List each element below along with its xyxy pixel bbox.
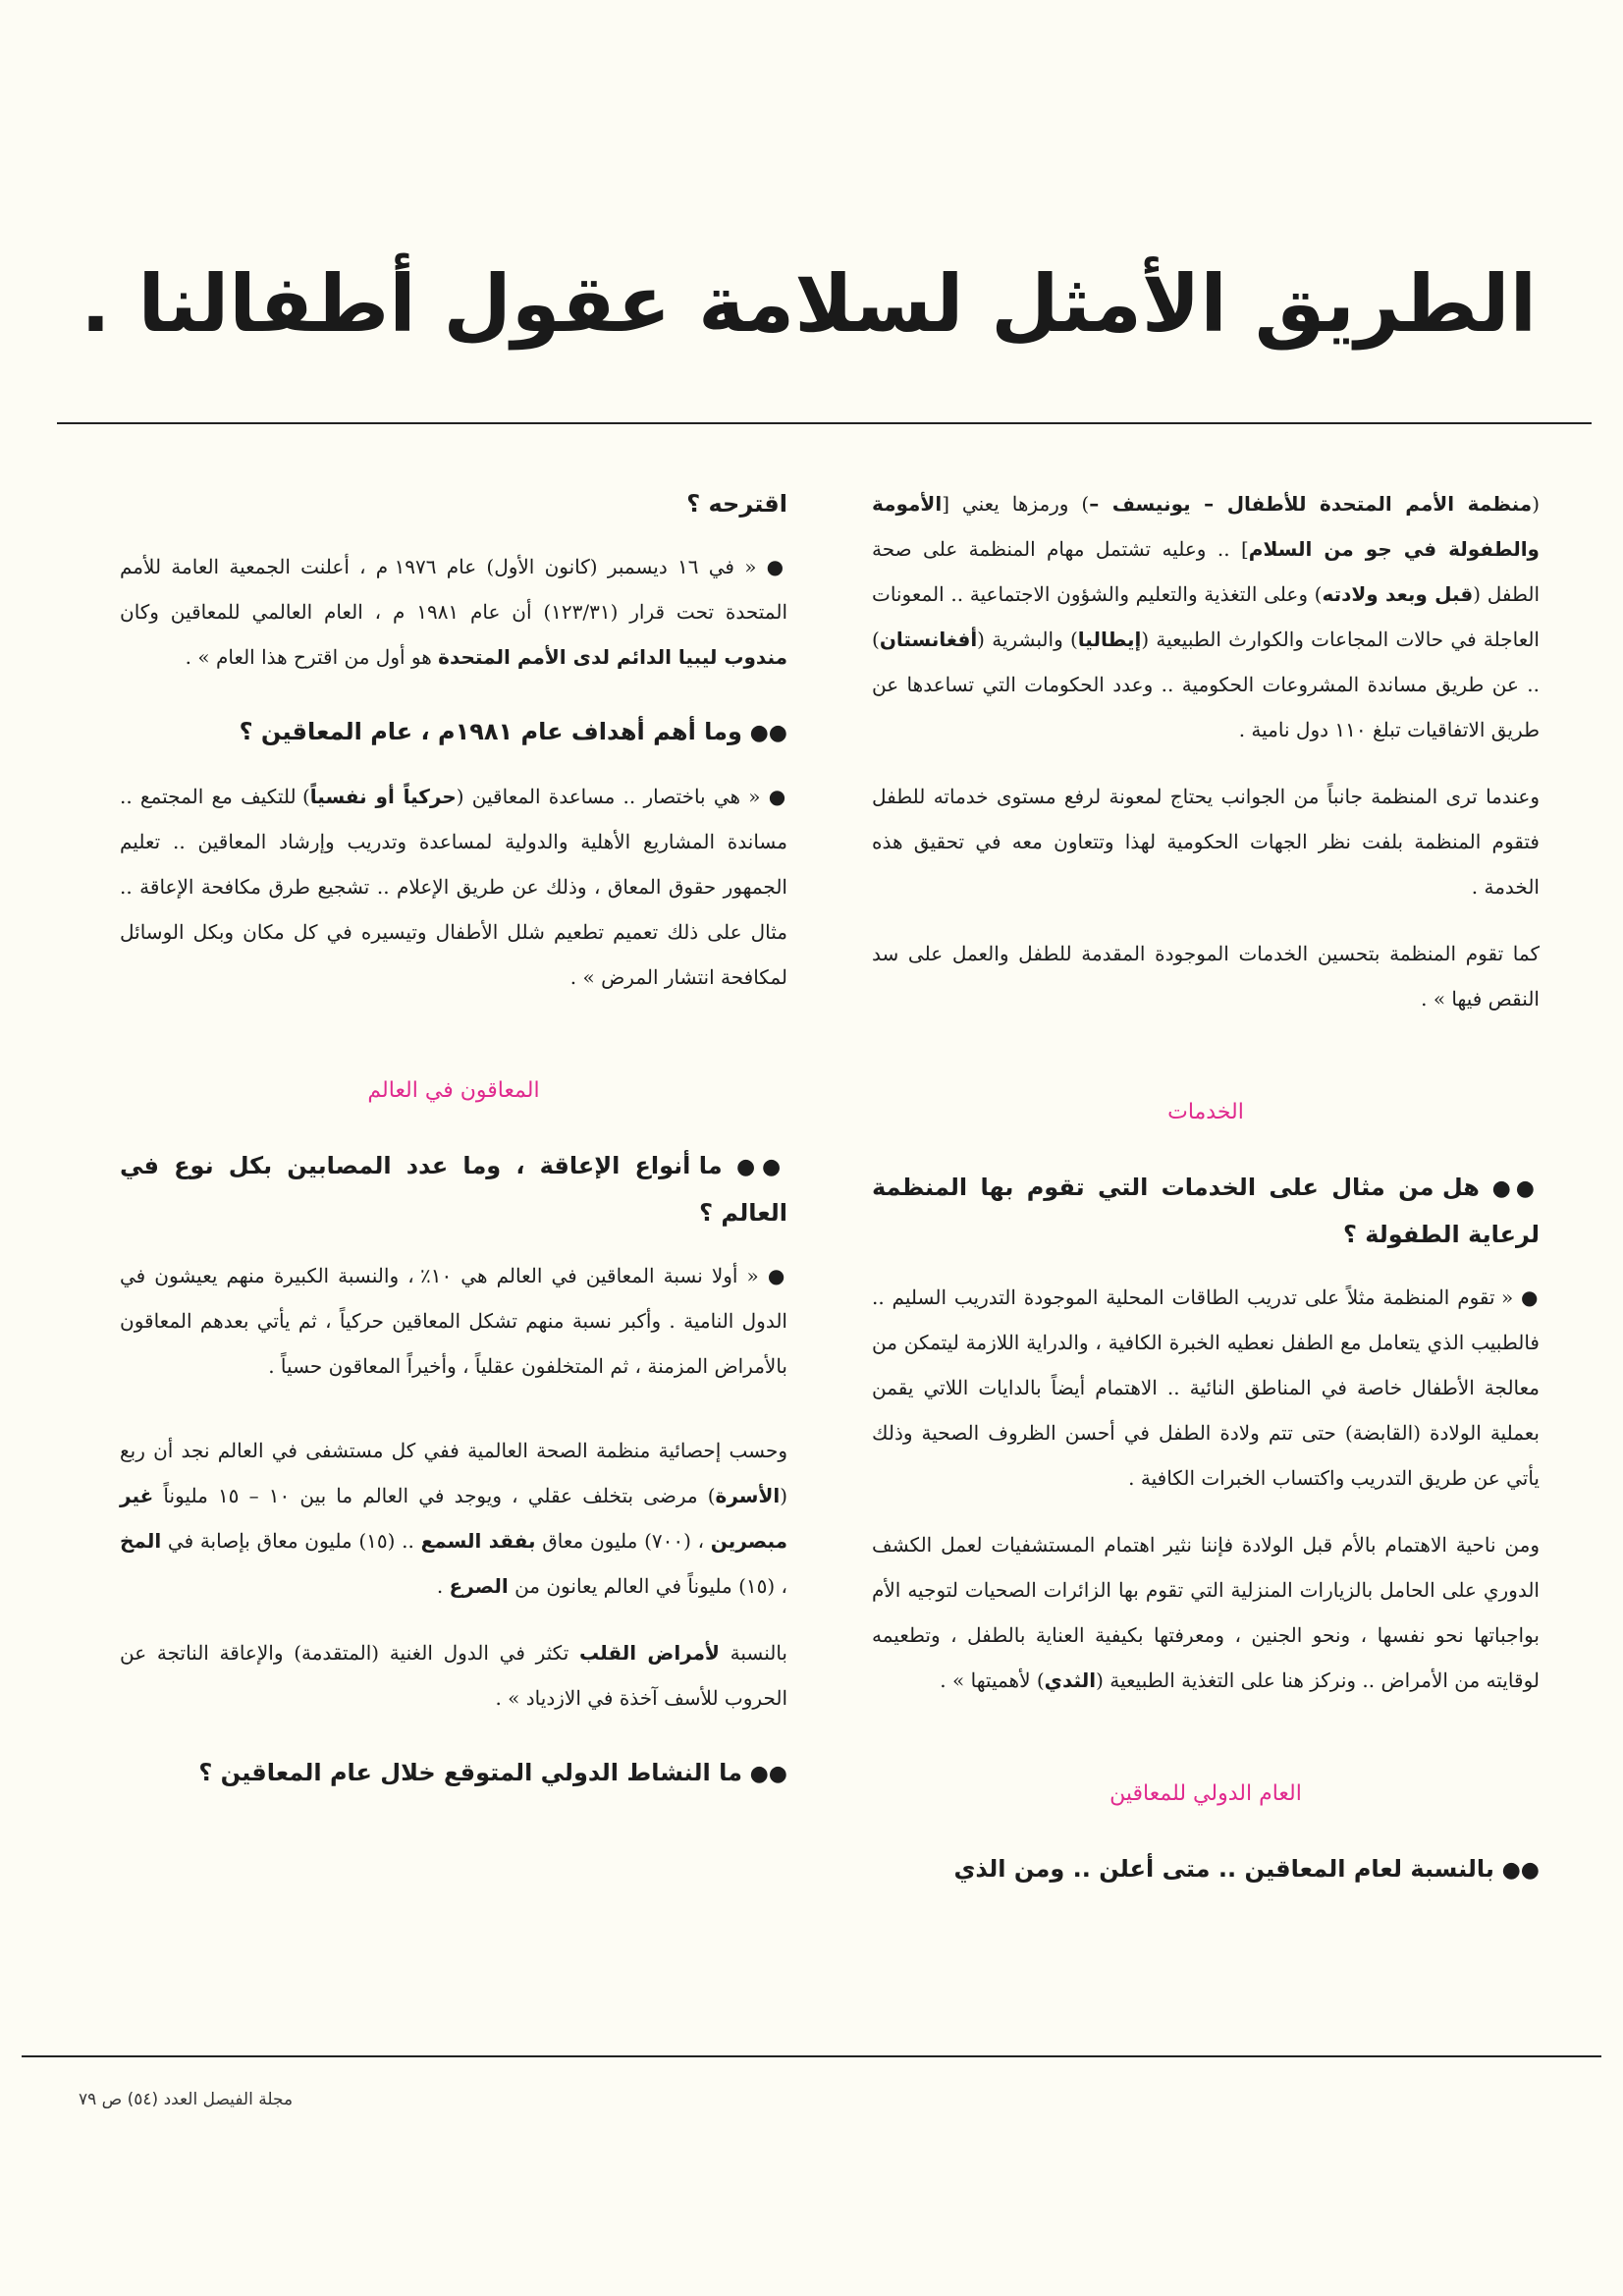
section-heading-year-of-disabled: العام الدولي للمعاقين xyxy=(1109,1781,1302,1806)
section-heading-services: الخدمات xyxy=(1167,1100,1244,1124)
answer: ● « أولا نسبة المعاقين في العالم هي ١٠٪ ، والنسبة الكبيرة منهم يعيشون في الدول النامية . وأكبر نسبة منهم تشكل المعاقين حركياً ، ثم يأتي بعدهم المعاقون بالأمراض المزمنة ، ثم المتخلفون عقلياً ، وأخيراً المعاقون حسياً . xyxy=(120,1264,787,1378)
left-column xyxy=(120,481,787,1815)
answer: ● « هي باختصار .. مساعدة المعاقين (حركياً أو نفسياً) للتكيف مع المجتمع .. مساندة المشاريع الأهلية والدولية لمساعدة وتدريب وإرشاد المعاقين .. تعليم الجمهور حقوق المعاق ، وذلك عن طريق الإعلام .. تشجيع طرق مكافحة الإعاقة .. مثال على ذلك تعميم تطعيم شلل الأطفال وتيسيره في كل مكان وبكل الوسائل لمكافحة انتشار المرض » . xyxy=(120,785,788,989)
page-footer: مجلة الفيصل العدد (٥٤) ص ٧٩ xyxy=(79,2090,294,2109)
question-continued: اقترحه ؟ xyxy=(686,490,787,518)
right-column xyxy=(872,481,1540,1911)
bottom-divider xyxy=(22,2055,1601,2057)
question: ●● وما أهم أهداف عام ١٩٨١م ، عام المعاقين ؟ xyxy=(239,718,787,745)
paragraph: كما تقوم المنظمة بتحسين الخدمات الموجودة المقدمة للطفل والعمل على سد النقص فيها » . xyxy=(872,942,1540,1011)
answer: ● « في ١٦ ديسمبر (كانون الأول) عام ١٩٧٦ م ، أعلنت الجمعية العامة للأمم المتحدة تحت قرار (١٢٣/٣١) أن عام ١٩٨١ م ، العام العالمي للمعاقين وكان مندوب ليبيا الدائم لدى الأمم المتحدة هو أول من اقترح هذا العام » . xyxy=(120,555,788,669)
question: ●● بالنسبة لعام المعاقين .. متى أعلن .. ومن الذي xyxy=(953,1855,1540,1883)
question: ●● ما النشاط الدولي المتوقع خلال عام المعاقين ؟ xyxy=(198,1759,787,1786)
answer: ● « تقوم المنظمة مثلاً على تدريب الطاقات المحلية الموجودة التدريب السليم .. فالطبيب الذي يتعامل مع الطفل نعطيه الخبرة الكافية ، والدراية اللازمة ليتمكن من معالجة الأطفال خاصة في المناطق النائية .. الاهتمام أيضاً بالدايات اللاتي يقمن بعملية الولادة (القابضة) حتى تتم ولادة الطفل في أحسن الظروف الصحية وذلك يأتي عن طريق التدريب واكتساب الخبرات الكافية . xyxy=(872,1285,1540,1490)
section-heading-disabled-in-world: المعاقون في العالم xyxy=(367,1078,540,1103)
question: ●● ما أنواع الإعاقة ، وما عدد المصابين بكل نوع في العالم ؟ xyxy=(120,1152,787,1227)
paragraph: ومن ناحية الاهتمام بالأم قبل الولادة فإننا نثير اهتمام المستشفيات لعمل الكشف الدوري على الحامل بالزيارات المنزلية التي تقوم بها الزائرات الصحيات لتوجيه الأم بواجباتها نحو نفسها ، ونحو الجنين ، ومعرفتها بكيفية العناية بالطفل ، وتطعيمه لوقايته من الأمراض .. ونركز هنا على التغذية الطبيعية (الثدي) لأهميتها » . xyxy=(872,1533,1540,1692)
question: ●● هل من مثال على الخدمات التي تقوم بها المنظمة لرعاية الطفولة ؟ xyxy=(872,1174,1540,1248)
top-divider xyxy=(57,422,1592,424)
paragraph: وحسب إحصائية منظمة الصحة العالمية ففي كل مستشفى في العالم نجد أن ربع (الأسرة) مرضى بتخلف عقلي ، ويوجد في العالم ما بين ١٠ – ١٥ مليوناً غير مبصرين ، (٧٠٠) مليون معاق بفقد السمع .. (١٥) مليون معاق بإصابة في المخ ، (١٥) مليوناً في العالم يعانون من الصرع . xyxy=(120,1439,788,1598)
paragraph: وعندما ترى المنظمة جانباً من الجوانب يحتاج لمعونة لرفع مستوى خدماته للطفل فتقوم المنظمة بلفت نظر الجهات الحكومية لهذا وتتعاون معه في تحقيق هذه الخدمة . xyxy=(872,785,1540,899)
paragraph: (منظمة الأمم المتحدة للأطفال – يونيسف –) ورمزها يعني [الأمومة والطفولة في جو من السلام] .. وعليه تشتمل مهام المنظمة على صحة الطفل (قبل وبعد ولادته) وعلى التغذية والتعليم والشؤون الاجتماعية .. المعونات العاجلة في حالات المجاعات والكوارث الطبيعية (إيطاليا) والبشرية (أفغانستان) .. عن طريق مساندة المشروعات الحكومية .. وعدد الحكومات التي تساعدها عن طريق الاتفاقيات تبلغ ١١٠ دول نامية . xyxy=(872,492,1541,741)
paragraph: بالنسبة لأمراض القلب تكثر في الدول الغنية (المتقدمة) والإعاقة الناتجة عن الحروب للأسف آخذة في الازدياد » . xyxy=(120,1641,787,1710)
article-title: الطريق الأمثل لسلامة عقول أطفالنا . xyxy=(81,258,1537,350)
